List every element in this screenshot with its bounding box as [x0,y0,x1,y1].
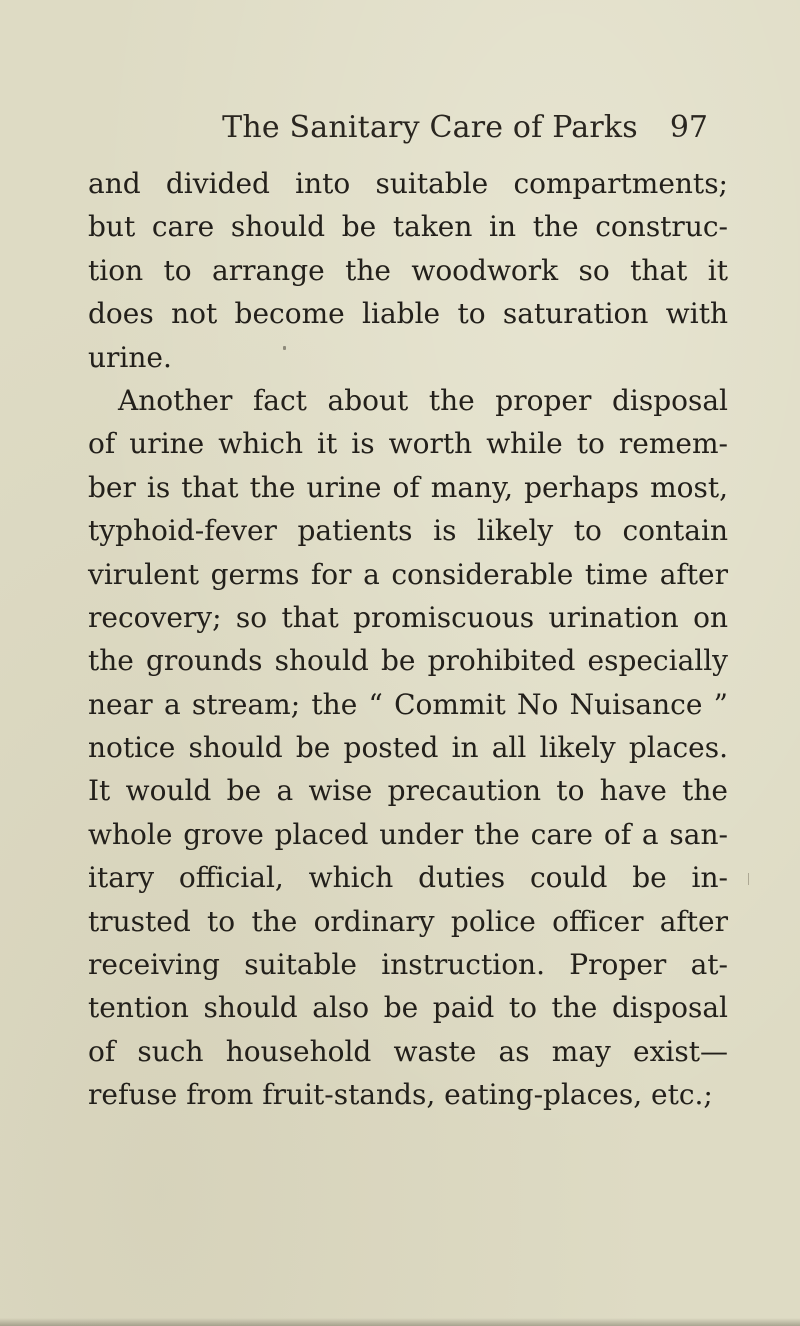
paper-speck [748,873,749,885]
text-line: Another fact about the proper disposal [118,383,728,417]
body-text [88,162,728,1117]
text-line: It would be a wise precaution to have the [88,774,728,808]
text-line: itary official, which duties could be in- [88,861,728,895]
page-bottom-edge [0,1318,800,1326]
paper-speck [283,346,286,350]
running-title: The Sanitary Care of Parks [222,110,638,145]
text-line: whole grove placed under the care of a san- [88,817,728,851]
running-head [0,108,800,152]
text-line: trusted to the ordinary police officer after [88,904,728,938]
text-line: recovery; so that promiscuous urination on [88,600,728,634]
text-line: receiving suitable instruction. Proper at- [88,948,728,982]
text-line: near a stream; the “ Commit No Nuisance ” [88,687,728,721]
text-line: urine. [88,340,172,374]
text-line: notice should be posted in all likely places. [88,731,728,765]
text-line: of urine which it is worth while to remem- [88,427,728,461]
text-line: virulent germs for a considerable time after [88,557,728,591]
text-line: tion to arrange the woodwork so that it [88,253,728,287]
page-number: 97 [669,110,708,145]
text-line: ber is that the urine of many, perhaps most, [88,470,728,504]
text-line: of such household waste as may exist— [88,1034,728,1068]
text-line: typhoid-fever patients is likely to contain [88,514,728,548]
text-line: refuse from fruit-stands, eating-places, etc.; [88,1078,713,1112]
text-line: tention should also be paid to the disposal [88,991,728,1025]
text-line: does not become liable to saturation with [88,297,728,331]
text-line: the grounds should be prohibited especially [88,644,728,678]
text-line: and divided into suitable compartments; [88,167,728,200]
text-line: but care should be taken in the construc- [88,210,728,244]
